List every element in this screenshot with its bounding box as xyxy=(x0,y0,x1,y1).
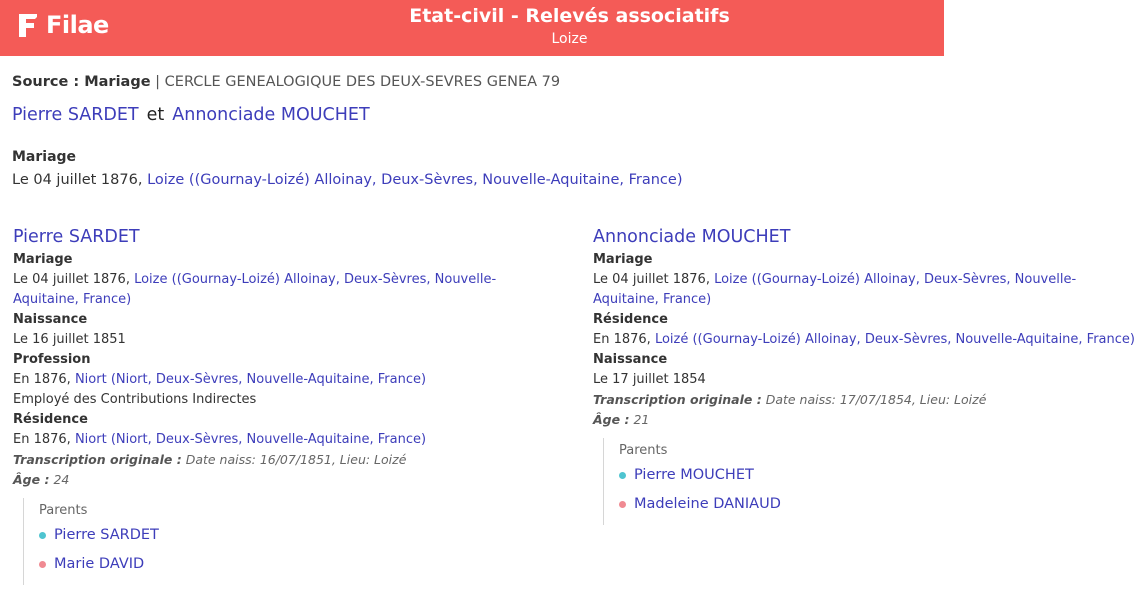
wife-naissance-label: Naissance xyxy=(593,352,668,367)
husband-mariage-label: Mariage xyxy=(13,252,73,267)
wife-age-label: Âge : xyxy=(593,412,630,427)
wife-parents xyxy=(603,438,944,525)
husband-residence-value xyxy=(13,430,533,450)
page-subtitle: Loize xyxy=(551,31,588,47)
husband-naissance-label: Naissance xyxy=(13,312,88,327)
wife-mariage-label: Mariage xyxy=(593,252,653,267)
husband-profession-date: En 1876, xyxy=(13,372,71,387)
husband-father[interactable] xyxy=(39,521,533,550)
wife-residence-date: En 1876, xyxy=(593,332,651,347)
male-dot-icon xyxy=(619,472,626,479)
wife-transcription-label: Transcription originale : xyxy=(593,392,762,407)
source-line xyxy=(12,74,560,90)
female-dot-icon xyxy=(619,501,626,508)
wife-mariage-date: Le 04 juillet 1876, xyxy=(593,272,710,287)
wife-mother-link[interactable]: Madeleine DANIAUD xyxy=(634,496,781,512)
source-value: CERCLE GENEALOGIQUE DES DEUX-SEVRES GENEA 79 xyxy=(164,74,561,90)
header-bar xyxy=(0,0,944,56)
female-dot-icon xyxy=(39,561,46,568)
wife-residence-place-link[interactable]: Loizé ((Gournay-Loizé) Alloinay, Deux-Sèvres, Nouvelle-Aquitaine, France) xyxy=(654,332,1135,347)
husband-parents-label: Parents xyxy=(39,503,88,518)
wife-age xyxy=(593,410,944,430)
husband-residence-date: En 1876, xyxy=(13,432,71,447)
wife-parents-label: Parents xyxy=(619,443,668,458)
husband-residence-place-link[interactable]: Niort (Niort, Deux-Sèvres, Nouvelle-Aquitaine, France) xyxy=(74,432,427,447)
wife-naissance-value: Le 17 juillet 1854 xyxy=(593,372,706,387)
wife-mother[interactable] xyxy=(619,490,944,519)
wife-transcription xyxy=(593,390,987,410)
wife-name-link[interactable]: Annonciade MOUCHET xyxy=(593,227,791,247)
male-dot-icon xyxy=(39,532,46,539)
event-line xyxy=(12,172,682,188)
husband-parents xyxy=(23,498,533,585)
wife-father-link[interactable]: Pierre MOUCHET xyxy=(634,467,754,483)
husband-naissance-value: Le 16 juillet 1851 xyxy=(13,332,126,347)
page-title: Etat-civil - Relevés associatifs xyxy=(409,5,730,27)
wife-residence-label: Résidence xyxy=(593,312,668,327)
husband-mariage-place-link[interactable]: Loize ((Gournay-Loizé) Alloinay, Deux-Sèvres, Nouvelle-Aquitaine, France) xyxy=(13,272,497,307)
source-label: Source : Mariage xyxy=(12,74,151,90)
wife-residence-value xyxy=(593,330,1135,350)
wife-link[interactable]: Annonciade MOUCHET xyxy=(172,105,370,125)
couple-conjunction: et xyxy=(146,105,165,125)
husband-age xyxy=(13,470,533,490)
husband-mariage-value xyxy=(13,270,533,310)
husband-card xyxy=(13,225,533,585)
husband-link[interactable]: Pierre SARDET xyxy=(12,105,139,125)
husband-profession-location xyxy=(13,370,533,390)
husband-father-link[interactable]: Pierre SARDET xyxy=(54,527,159,543)
husband-mother[interactable] xyxy=(39,550,533,579)
husband-mother-link[interactable]: Marie DAVID xyxy=(54,556,145,572)
wife-mariage-place-link[interactable]: Loize ((Gournay-Loizé) Alloinay, Deux-Sèvres, Nouvelle-Aquitaine, France) xyxy=(593,272,1077,307)
logo-text: Filae xyxy=(46,11,109,39)
wife-age-value: 21 xyxy=(633,412,650,427)
event-date: Le 04 juillet 1876, xyxy=(12,172,143,188)
event-place-link[interactable]: Loize ((Gournay-Loizé) Alloinay, Deux-Sèvres, Nouvelle-Aquitaine, France) xyxy=(147,172,683,188)
wife-card xyxy=(593,225,1135,525)
husband-mariage-date: Le 04 juillet 1876, xyxy=(13,272,130,287)
header-titles xyxy=(0,4,944,49)
wife-mariage-value xyxy=(593,270,1113,310)
couple-heading xyxy=(12,105,370,125)
source-separator: | xyxy=(155,74,161,90)
husband-name-link[interactable]: Pierre SARDET xyxy=(13,227,140,247)
main-content xyxy=(0,56,1135,591)
husband-transcription xyxy=(13,450,533,470)
husband-residence-label: Résidence xyxy=(13,412,88,427)
husband-age-label: Âge : xyxy=(13,472,50,487)
event-title: Mariage xyxy=(12,149,77,165)
husband-profession-value: Employé des Contributions Indirectes xyxy=(13,392,257,407)
husband-transcription-label: Transcription originale : xyxy=(13,452,182,467)
husband-age-value: 24 xyxy=(53,472,70,487)
husband-profession-label: Profession xyxy=(13,352,91,367)
husband-transcription-value: Date naiss: 16/07/1851, Lieu: Loizé xyxy=(185,452,407,467)
wife-transcription-value: Date naiss: 17/07/1854, Lieu: Loizé xyxy=(765,392,987,407)
husband-profession-place-link[interactable]: Niort (Niort, Deux-Sèvres, Nouvelle-Aquitaine, France) xyxy=(74,372,427,387)
wife-father[interactable] xyxy=(619,461,944,490)
